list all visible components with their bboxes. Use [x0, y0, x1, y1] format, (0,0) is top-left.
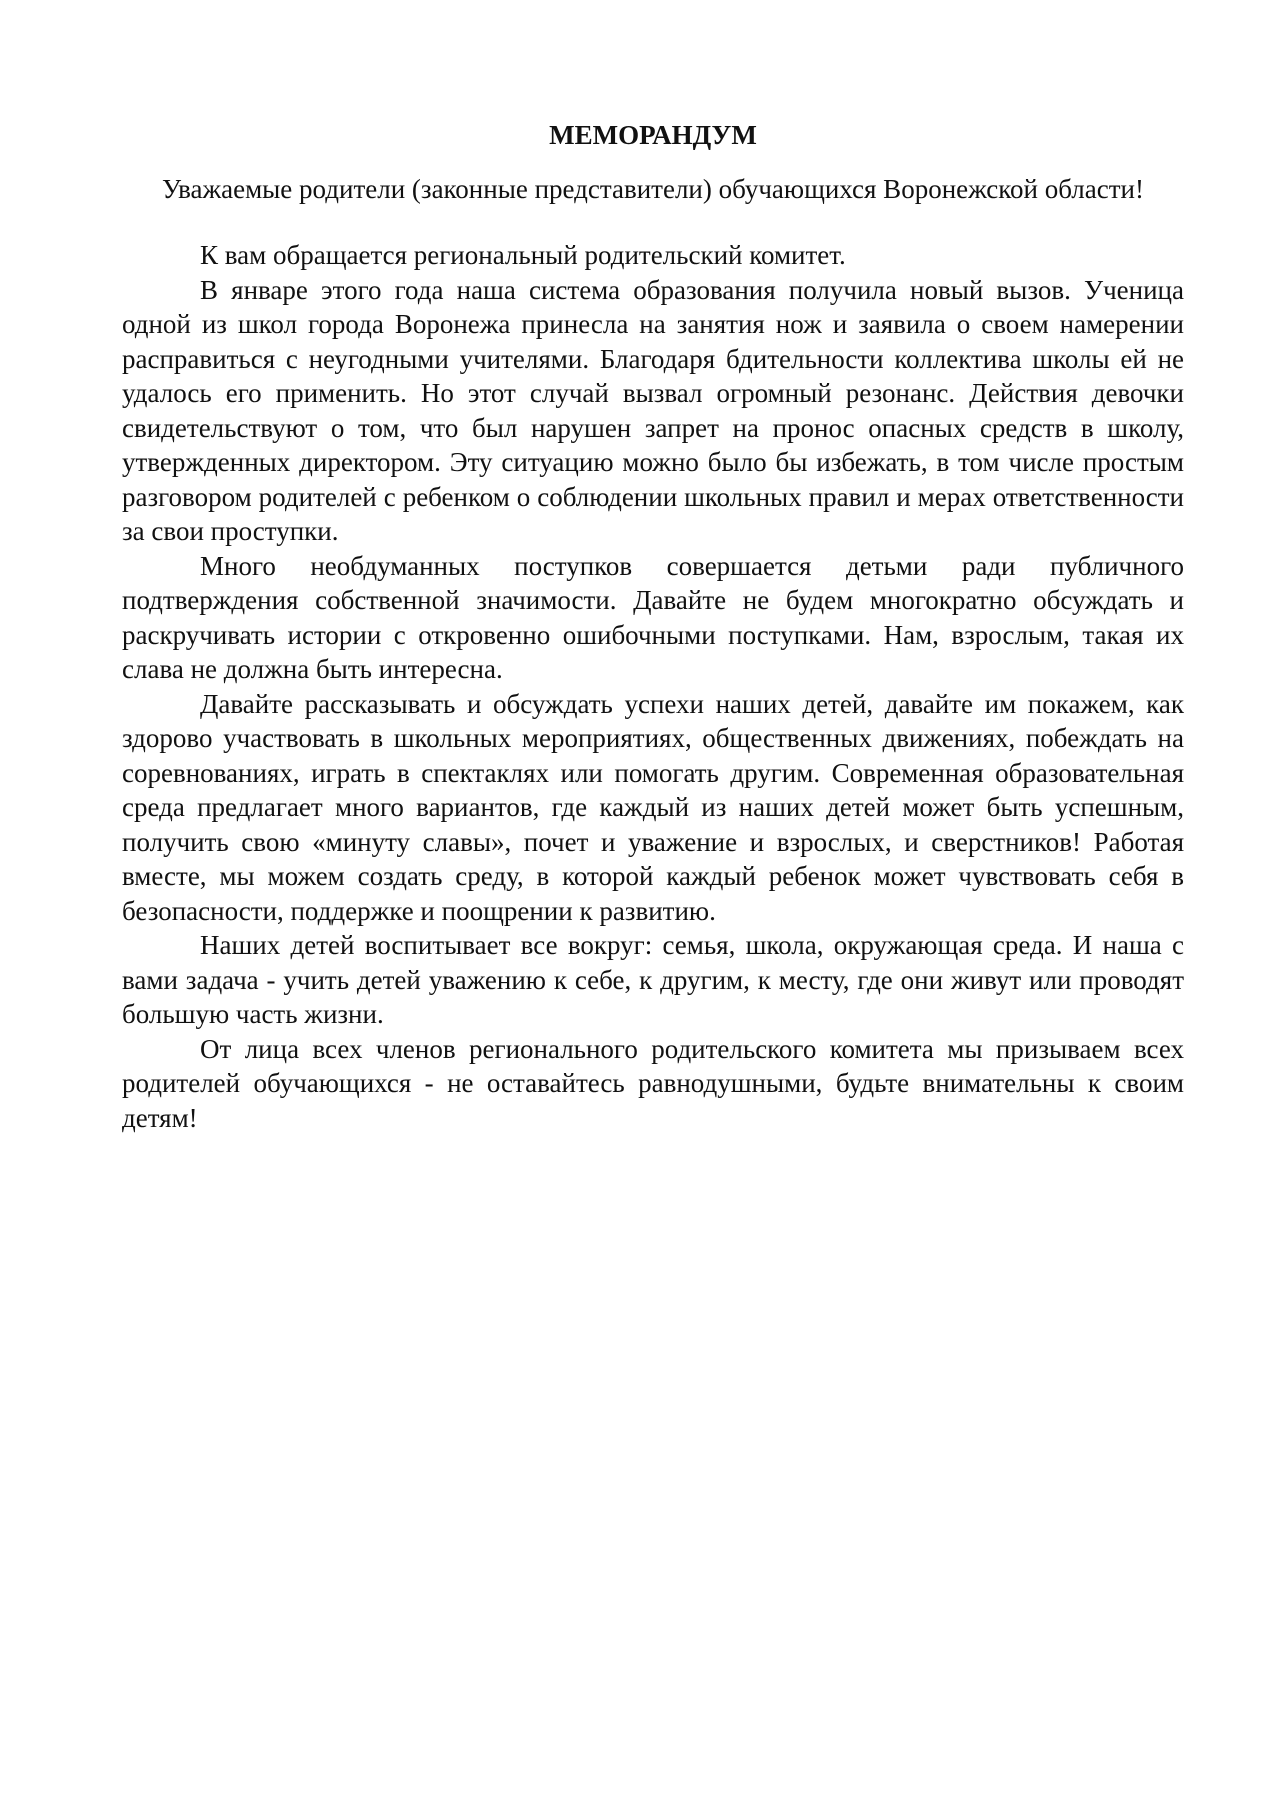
- document-title: МЕМОРАНДУМ: [549, 120, 757, 150]
- paragraph-significance: Много необдуманных поступков совершается детьми ради публичного подтверждения собственной значимости. Давайте не будем многократно обсуждать и раскручивать истории с откровенно ошибочными поступками. Нам, взрослым, такая их слава не должна быть интересна.: [122, 550, 1184, 684]
- document-body: [122, 118, 1184, 1135]
- document-greeting: Уважаемые родители (законные представители) обучающихся Воронежской области!: [162, 174, 1144, 204]
- paragraph-upbringing: Наших детей воспитывает все вокруг: семья, школа, окружающая среда. И наша с вами задача - учить детей уважению к себе, к другим, к месту, где они живут или проводят большую часть жизни.: [122, 930, 1184, 1029]
- paragraph-intro: К вам обращается региональный родительский комитет.: [200, 240, 846, 270]
- paragraph-incident: В январе этого года наша система образования получила новый вызов. Ученица одной из школ города Воронежа принесла на занятия нож и заявила о своем намерении расправиться с неугодными учителями. Благодаря бдительности коллектива школы ей не удалось его применить. Но этот случай вызвал огромный резонанс. Действия девочки свидетельствуют о том, что был нарушен запрет на пронос опасных средств в школу, утвержденных директором. Эту ситуацию можно было бы избежать, в том числе простым разговором родителей с ребенком о соблюдении школьных правил и мерах ответственности за свои проступки.: [122, 274, 1184, 546]
- paragraph-appeal: От лица всех членов регионального родительского комитета мы призываем всех родителей обучающихся - не оставайтесь равнодушными, будьте внимательны к своим детям!: [122, 1033, 1184, 1133]
- paragraph-success: Давайте рассказывать и обсуждать успехи наших детей, давайте им покажем, как здорово участвовать в школьных мероприятиях, общественных движениях, побеждать на соревнованиях, играть в спектаклях или помогать другим. Современная образовательная среда предлагает много вариантов, где каждый из наших детей может быть успешным, получить свою «минуту славы», почет и уважение и взрослых, и сверстников! Работая вместе, мы можем создать среду, в которой каждый ребенок может чувствовать себя в безопасности, поддержке и поощрении к развитию.: [122, 688, 1184, 926]
